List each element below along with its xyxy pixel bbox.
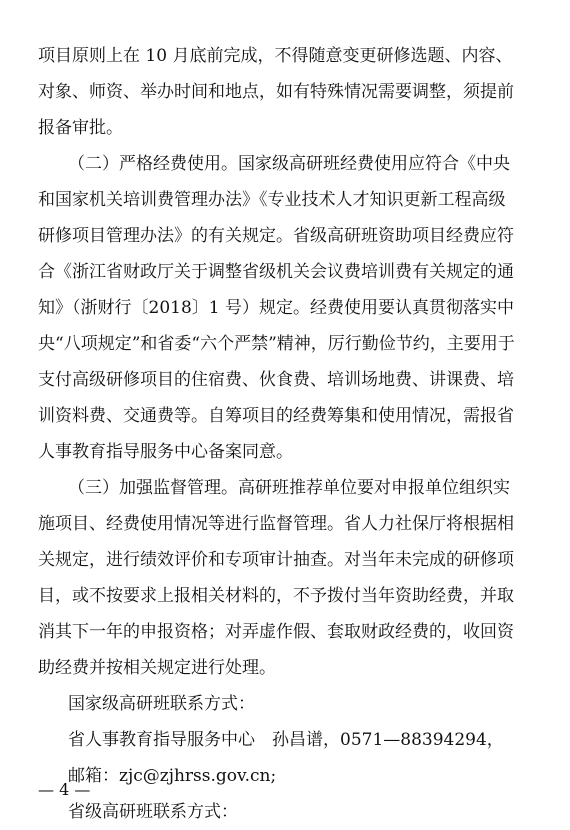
text-line-content: 目，或不按要求上报相关材料的，不予拨付当年资助经费，并取: [38, 586, 514, 606]
text-line: [0, 326, 570, 362]
text-line-content: 对象、师资、举办时间和地点，如有特殊情况需要调整，须提前: [38, 82, 514, 102]
text-line: [0, 362, 570, 398]
text-line-content: （二）严格经费使用。国家级高研班经费使用应符合《中央: [68, 154, 510, 174]
text-line: [0, 218, 570, 254]
text-line: [0, 614, 570, 650]
text-line-content: 报备审批。: [38, 118, 123, 138]
text-line: [0, 434, 570, 470]
text-line: [0, 470, 570, 506]
text-line-content: 训资料费、交通费等。自筹项目的经费筹集和使用情况，需报省: [38, 406, 514, 426]
text-line: [0, 650, 570, 686]
text-line: [0, 38, 570, 74]
text-line-content: 消其下一年的申报资格；对弄虚作假、套取财政经费的，收回资: [38, 622, 514, 642]
text-line: [0, 686, 570, 722]
text-line-content: 施项目、经费使用情况等进行监督管理。省人力社保厅将根据相: [38, 514, 514, 534]
text-line-content: 合《浙江省财政厅关于调整省级机关会议费培训费有关规定的通: [38, 262, 514, 282]
text-line-content: 省级高研班联系方式：: [68, 802, 238, 822]
page-number: — 4 —: [38, 780, 91, 799]
text-line-content: 助经费并按相关规定进行处理。: [38, 658, 276, 678]
text-line: [0, 290, 570, 326]
text-line-content: 项目原则上在 10 月底前完成，不得随意变更研修选题、内容、: [38, 46, 513, 66]
text-line: [0, 506, 570, 542]
text-line-content: 关规定，进行绩效评价和专项审计抽查。对当年未完成的研修项: [38, 550, 514, 570]
text-line: [0, 74, 570, 110]
text-line-content: 支付高级研修项目的住宿费、伙食费、培训场地费、讲课费、培: [38, 370, 514, 390]
text-line-content: 和国家机关培训费管理办法》《专业技术人才知识更新工程高级: [38, 190, 506, 210]
text-line: [0, 110, 570, 146]
text-line-content: 邮箱：zjc@zjhrss.gov.cn;: [68, 766, 277, 786]
text-line: [0, 542, 570, 578]
text-line-content: 研修项目管理办法》的有关规定。省级高研班资助项目经费应符: [38, 226, 514, 246]
text-line-content: 央“八项规定”和省委“六个严禁”精神，厉行勤俭节约，主要用于: [38, 334, 515, 354]
text-line-content: 知》（浙财行〔2018〕1 号）规定。经费使用要认真贯彻落实中: [38, 298, 514, 318]
text-line: [0, 182, 570, 218]
text-line-content: （三）加强监督管理。高研班推荐单位要对申报单位组织实: [68, 478, 510, 498]
text-line: [0, 254, 570, 290]
text-line: [0, 146, 570, 182]
text-line-content: 人事教育指导服务中心备案同意。: [38, 442, 293, 462]
text-line-content: 省人事教育指导服务中心 孙昌谱，0571—88394294，: [68, 730, 504, 750]
text-line: [0, 398, 570, 434]
text-line-content: 国家级高研班联系方式：: [68, 694, 255, 714]
text-line: [0, 722, 570, 758]
text-line: [0, 578, 570, 614]
